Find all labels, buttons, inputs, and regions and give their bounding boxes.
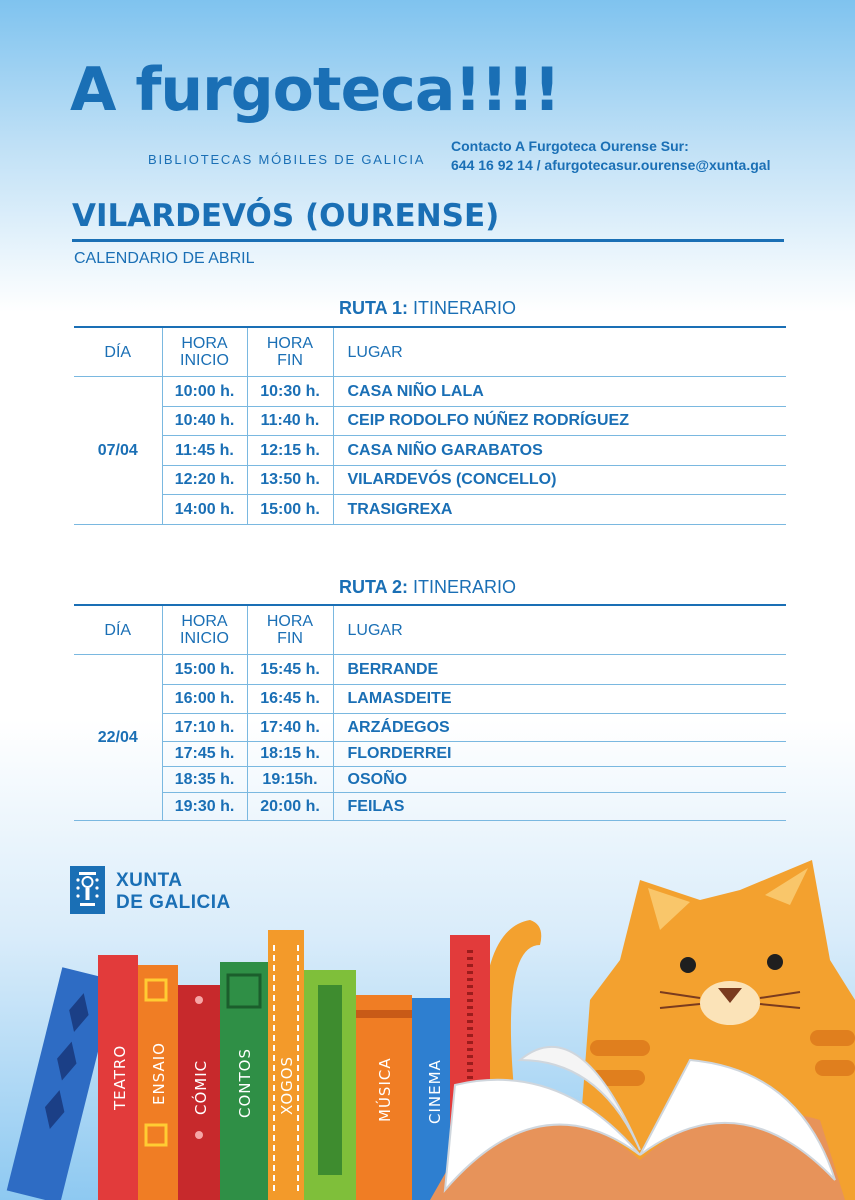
end-time-cell: 19:15h. [247, 767, 333, 793]
calendar-subtitle: CALENDARIO DE ABRIL [74, 250, 255, 267]
page-title: VILARDEVÓS (OURENSE) [72, 198, 500, 234]
col-fin-label: FIN [277, 630, 303, 647]
table-row [74, 685, 786, 714]
route1-title [0, 298, 855, 319]
route2-table [74, 604, 786, 821]
table-row [74, 767, 786, 793]
table-row [74, 436, 786, 466]
col-hora-inicio [162, 605, 247, 655]
col-lugar: LUGAR [333, 605, 786, 655]
place-cell: OSOÑO [333, 767, 786, 793]
col-hora-label: HORA [181, 335, 228, 352]
place-cell: CEIP RODOLFO NÚÑEZ RODRÍGUEZ [333, 407, 786, 436]
col-dia: DÍA [74, 327, 162, 377]
logo-subtitle: BIBLIOTECAS MÓBILES DE GALICIA [148, 152, 426, 167]
place-cell: FLORDERREI [333, 742, 786, 767]
place-cell: ARZÁDEGOS [333, 714, 786, 742]
route1-title-bold: RUTA 1: [338, 298, 408, 318]
book-label-musica: MÚSICA [376, 1057, 394, 1122]
table-row [74, 793, 786, 821]
col-hora-label: HORA [266, 613, 314, 630]
place-cell: CASA NIÑO GARABATOS [333, 436, 786, 466]
table-row [74, 407, 786, 436]
book-label-contos: CONTOS [236, 1048, 254, 1118]
route1-header-row [74, 327, 786, 377]
start-time-cell: 12:20 h. [162, 466, 247, 495]
contact-label: Contacto A Furgoteca Ourense Sur: [451, 138, 689, 154]
table-row [74, 466, 786, 495]
place-cell: LAMASDEITE [333, 685, 786, 714]
col-hora-label: HORA [181, 613, 228, 630]
place-cell: VILARDEVÓS (CONCELLO) [333, 466, 786, 495]
day-cell: 07/04 [74, 377, 162, 525]
place-cell: CASA NIÑO LALA [333, 377, 786, 407]
xunta-line1: XUNTA [116, 870, 183, 891]
end-time-cell: 16:45 h. [247, 685, 333, 714]
contact-block [451, 137, 770, 175]
start-time-cell: 16:00 h. [162, 685, 247, 714]
route1-title-rest: ITINERARIO [407, 298, 516, 318]
end-time-cell: 12:15 h. [247, 436, 333, 466]
furgoteca-logo: A furgoteca!!!! [70, 55, 560, 125]
col-hora-inicio [162, 327, 247, 377]
end-time-cell: 20:00 h. [247, 793, 333, 821]
end-time-cell: 10:30 h. [247, 377, 333, 407]
contact-details: 644 16 92 14 / afurgotecasur.ourense@xunta.gal [451, 157, 771, 173]
book-label-teatro: TEATRO [111, 1044, 129, 1110]
end-time-cell: 15:00 h. [247, 495, 333, 525]
col-fin-label: FIN [277, 352, 303, 369]
books-and-cat-illustration [0, 850, 855, 1200]
start-time-cell: 17:10 h. [162, 714, 247, 742]
start-time-cell: 11:45 h. [162, 436, 247, 466]
table-row [74, 377, 786, 407]
end-time-cell: 13:50 h. [247, 466, 333, 495]
place-cell: FEILAS [333, 793, 786, 821]
start-time-cell: 14:00 h. [162, 495, 247, 525]
end-time-cell: 15:45 h. [247, 655, 333, 685]
start-time-cell: 15:00 h. [162, 655, 247, 685]
col-inicio-label: INICIO [180, 630, 229, 647]
book-label-xogos: XOGOS [278, 1055, 296, 1115]
col-hora-fin [247, 605, 333, 655]
start-time-cell: 19:30 h. [162, 793, 247, 821]
end-time-cell: 18:15 h. [247, 742, 333, 767]
table-row [74, 742, 786, 767]
route2-header-row [74, 605, 786, 655]
start-time-cell: 10:00 h. [162, 377, 247, 407]
col-hora-label: HORA [266, 335, 314, 352]
xunta-line2: DE GALICIA [116, 892, 231, 913]
start-time-cell: 10:40 h. [162, 407, 247, 436]
title-divider [72, 239, 784, 242]
book-label-ensaio: ENSAIO [150, 1042, 168, 1105]
table-row [74, 714, 786, 742]
col-dia: DÍA [74, 605, 162, 655]
col-inicio-label: INICIO [180, 352, 229, 369]
end-time-cell: 11:40 h. [247, 407, 333, 436]
book-label-comic: CÓMIC [192, 1059, 210, 1115]
table-row [74, 655, 786, 685]
book-label-cinema: CINEMA [426, 1059, 444, 1124]
route2-title-rest: ITINERARIO [407, 577, 516, 597]
route2-title-bold: RUTA 2: [338, 577, 408, 597]
place-cell: BERRANDE [333, 655, 786, 685]
table-row [74, 495, 786, 525]
col-hora-fin [247, 327, 333, 377]
col-lugar: LUGAR [333, 327, 786, 377]
route2-title [0, 577, 855, 598]
start-time-cell: 17:45 h. [162, 742, 247, 767]
place-cell: TRASIGREXA [333, 495, 786, 525]
start-time-cell: 18:35 h. [162, 767, 247, 793]
end-time-cell: 17:40 h. [247, 714, 333, 742]
day-cell: 22/04 [74, 655, 162, 821]
route1-table [74, 326, 786, 525]
